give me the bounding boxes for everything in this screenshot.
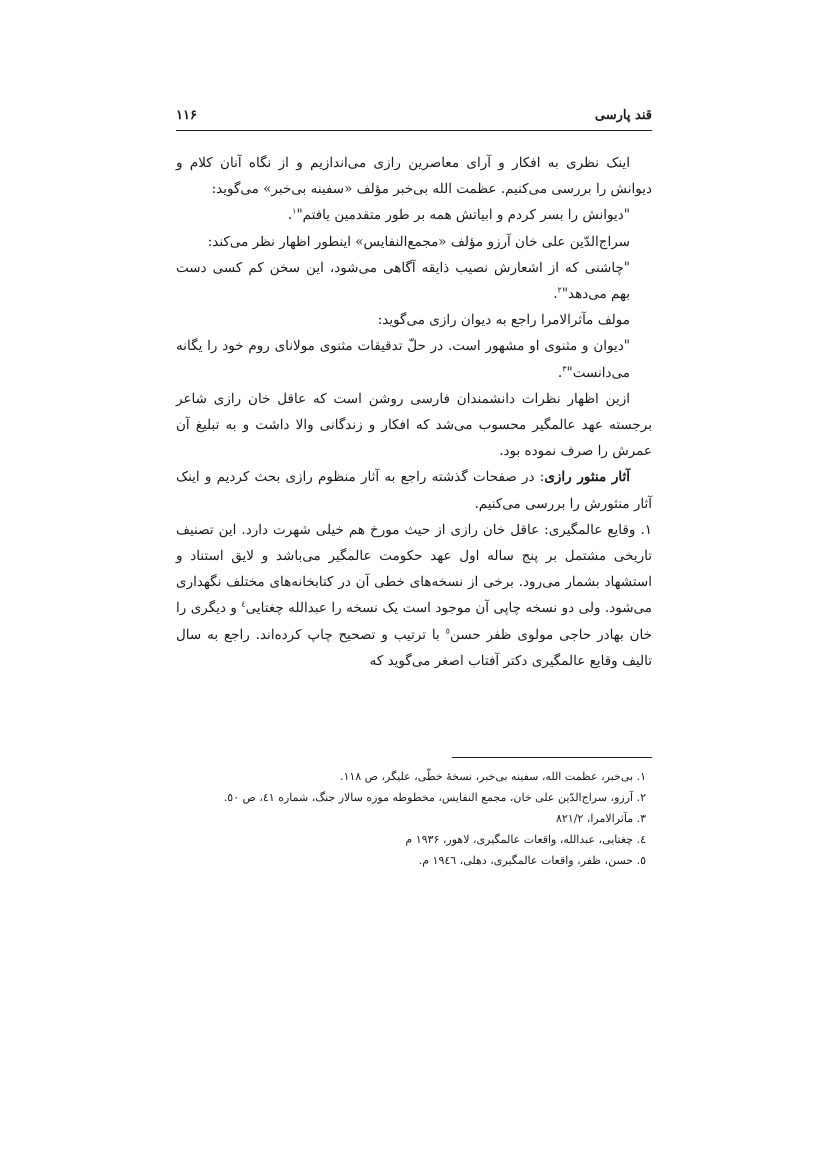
footnote: ۲. آرزو، سراج‌الدّین علی خان، مجمع النفایس، مخطوطه موزه سالار جنگ، شماره ٤۱، ص ٥۰. <box>223 791 646 804</box>
footnote-ref: ۲ <box>557 285 562 295</box>
paragraph: ازین اظهار نظرات دانشمندان فارسی روشن است که عاقل خان رازی شاعر برجسته عهد عالمگیر محسوب می‌شد که افکار و زندگانی والا داشت و به تبلیغ آن عمرش را صرف نموده بود. <box>176 390 652 460</box>
list-item <box>176 517 652 674</box>
footnotes <box>176 766 652 871</box>
paragraph: سراج‌الدّین علی خان آرزو مؤلف «مجمع‌النفایس» اینطور اظهار نظر می‌کند: <box>207 233 630 250</box>
footnote-ref: ۳ <box>562 364 567 374</box>
page-number: ۱۱۶ <box>176 108 197 123</box>
quote-paragraph: "چاشنی که از اشعارش نصیب ذایقه آگاهی می‌شود، این سخن کم کسی دست بهم می‌دهد"$^۲$. <box>176 259 630 303</box>
book-page <box>176 0 652 1169</box>
footnote: ٥. حسن، ظفر، واقعات عالمگیری، دهلی، ۱۹٤٦ م. <box>418 854 646 867</box>
footnote-ref: ٤ <box>241 599 246 609</box>
footnote-ref: ٥ <box>445 626 450 636</box>
section-text: : در صفحات گذشته راجع به آثار منظوم رازی بحث کردیم و اینک آثار منثورش را بررسی می‌کنیم. <box>176 469 652 512</box>
running-title: قند پارسی <box>594 108 652 123</box>
paragraph: مولف مآثرالامرا راجع به دیوان رازی می‌گوید: <box>377 312 630 329</box>
quote-text: "دیوان و مثنوی او مشهور است. در حلّ تدقیقات مثنوی مولانای روم خود را یگانه می‌دانست" <box>176 338 630 381</box>
footnote: ۱. بی‌خبر، عظمت الله، سفینه بی‌خبر، نسخهٔ خطّی، علیگر، ص ۱۱۸. <box>339 770 646 783</box>
list-text: با ترتیب و تصحیح چاپ کرده‌اند. راجع به سال تالیف وقایع عالمگیری دکتر آفتاب اصغر می‌گوید که <box>176 626 652 669</box>
paragraph: اینک نظری به افکار و آرای معاصرین رازی می‌اندازیم و از نگاه آنان کلام و دیوانش را بررسی می‌کنیم. عظمت الله بی‌خبر مؤلف «سفینه بی‌خبر» می‌گوید: <box>176 155 652 198</box>
list-text: وقایع عالمگیری: عاقل خان رازی از حیث مورخ هم خیلی شهرت دارد. این تصنیف تاریخی مشتمل بر پنج ساله اول عهد حکومت عالمگیر می‌باشد و لایق استناد و استشهاد بشمار می‌رود. برخی از نسخه‌های خطی آن در کتابخانه‌های مختلف نگهداری می‌شود. ولی دو نسخه چاپی آن موجود است یک نسخه را عبدالله چغتایی <box>176 521 652 617</box>
section-paragraph <box>176 464 652 516</box>
footnote-ref: ۱ <box>292 206 297 216</box>
footnote: ٤. چغتایی، عبدالله، واقعات عالمگیری، لاهور، ۱۹۳۶ م <box>405 833 646 846</box>
list-text: و دیگری را خان بهادر حاجی مولوی ظفر حسن <box>176 600 652 643</box>
running-header <box>176 108 652 131</box>
footnote-separator <box>452 757 652 758</box>
quote-paragraph: "دیوان و مثنوی او مشهور است. در حلّ تدقیقات مثنوی مولانای روم خود را یگانه می‌دانست"$^۳$. <box>176 338 630 381</box>
quote-paragraph: "دیوانش را بسر کردم و ابیاتش همه بر طور متقدمین یافتم"$^۱$. <box>287 206 630 224</box>
quote-text: "دیوانش را بسر کردم و ابیاتش همه بر طور متقدمین یافتم" <box>296 207 630 224</box>
section-heading: آثار منثور رازی <box>544 469 630 486</box>
list-number: ۱. <box>640 521 652 538</box>
main-text <box>176 150 652 674</box>
footnote: ۳. مآثرالامرا، ۸۲۱/۲ <box>555 812 646 825</box>
quote-text: "چاشنی که از اشعارش نصیب ذایقه آگاهی می‌شود، این سخن کم کسی دست بهم می‌دهد" <box>176 259 630 303</box>
